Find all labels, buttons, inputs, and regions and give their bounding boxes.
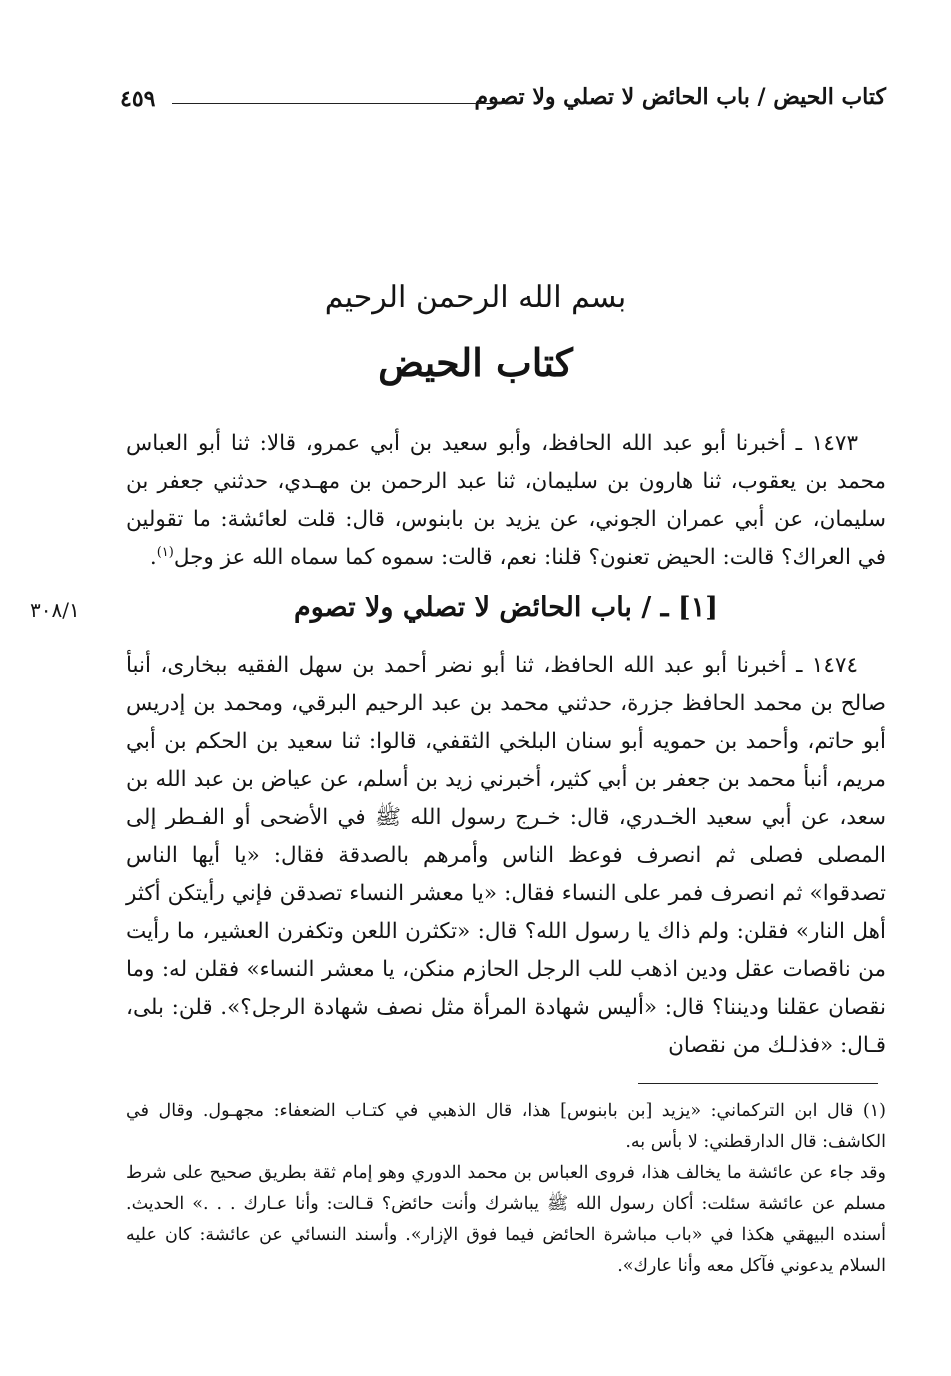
running-header	[120, 84, 886, 120]
footnote-1: (١) قال ابن التركماني: «يزيد [بن بابنوس] هذا، قال الذهبي في كتـاب الضعفاء: مجهـول. وقال في الكاشف: قال الدارقطني: لا بأس به.	[126, 1101, 886, 1152]
margin-reference: ٣٠٨/١	[30, 598, 80, 622]
basmala: بسم الله الرحمن الرحيم	[324, 280, 627, 315]
footnote-reference: (١)	[156, 544, 174, 560]
header-title: كتاب الحيض / باب الحائض لا تصلي ولا تصوم	[474, 84, 886, 110]
footnote-divider	[638, 1083, 878, 1084]
header-rule	[172, 103, 514, 104]
hadith-1473-text: ١٤٧٣ ـ أخبرنا أبو عبد الله الحافظ، وأبو سعيد بن أبي عمرو، قالا: ثنا أبو العباس محمد بن يعقوب، ثنا هارون بن سليمان، ثنا عبد الرحمن بن مهـدي، حدثني جعفر بن سليمان، عن أبي عمران الجوني، عن يزيد بن بابنوس، قال: قلت لعائشة: ما تقولين في العراك؟ قالت: الحيض تعنون؟ قلنا: نعم، قالت: سموه كما سماه الله عز وجل	[126, 431, 886, 570]
footnote-1-continuation: وقد جاء عن عائشة ما يخالف هذا، فروى العباس بن محمد الدوري وهو إمام ثقة بطريق صحيح على شرط مسلم عن عائشة سئلت: أكان رسول الله ﷺ يباشرك وأنت حائض؟ قـالت: وأنا عـارك . . .» الحديث. أسنده البيهقي هكذا في «باب مباشرة الحائض فيما فوق الإزار». وأسند النسائي عن عائشة: كان عليه السلام يدعوني فآكل معه وأنا عارك».	[126, 1163, 886, 1276]
footnotes	[126, 1096, 886, 1282]
hadith-1474	[126, 647, 886, 1065]
page-number: ٤٥٩	[120, 86, 156, 112]
section-heading: [١] ـ / باب الحائض لا تصلي ولا تصوم	[294, 592, 718, 623]
hadith-1473-end: .	[149, 545, 157, 570]
hadith-1473	[126, 425, 886, 577]
hadith-1473-paragraph	[126, 425, 886, 577]
book-title: كتاب الحيض	[378, 340, 573, 385]
hadith-1474-text: ١٤٧٤ ـ أخبرنا أبو عبد الله الحافظ، ثنا أبو نضر أحمد بن سهل الفقيه ببخارى، أنبأ صالح بن محمد الحافظ جزرة، حدثني محمد بن عبد الرحيم البرقي، ومحمد بن إدريس أبو حاتم، وأحمد بن حمويه أبو سنان البلخي الثقفي، قالوا: ثنا سعيد بن الحكم بن أبي مريم، أنبأ محمد بن جعفر بن أبي كثير، أخبرني زيد بن أسلم، عن عياض بن عبد الله بن سعد، عن أبي سعيد الخـدري، قال: خـرج رسول الله ﷺ في الأضحى أو الفـطر إلى المصلى فصلى ثم انصرف فوعظ الناس وأمرهم بالصدقة فقال: «يا أيها الناس تصدقوا» ثم انصرف فمر على النساء فقال: «يا معشر النساء تصدقن فإني رأيتكن أكثر أهل النار» فقلن: ولم ذاك يا رسول الله؟ قال: «تكثرن اللعن وتكفرن العشير، ما رأيت من ناقصات عقل ودين اذهب للب الرجل الحازم منكن، يا معشر النساء» فقلن له: وما نقصان عقلنا وديننا؟ قال: «أليس شهادة المرأة مثل نصف شهادة الرجل؟». قلن: بلى، قـال: «فذلـك من نقصان	[126, 653, 886, 1058]
